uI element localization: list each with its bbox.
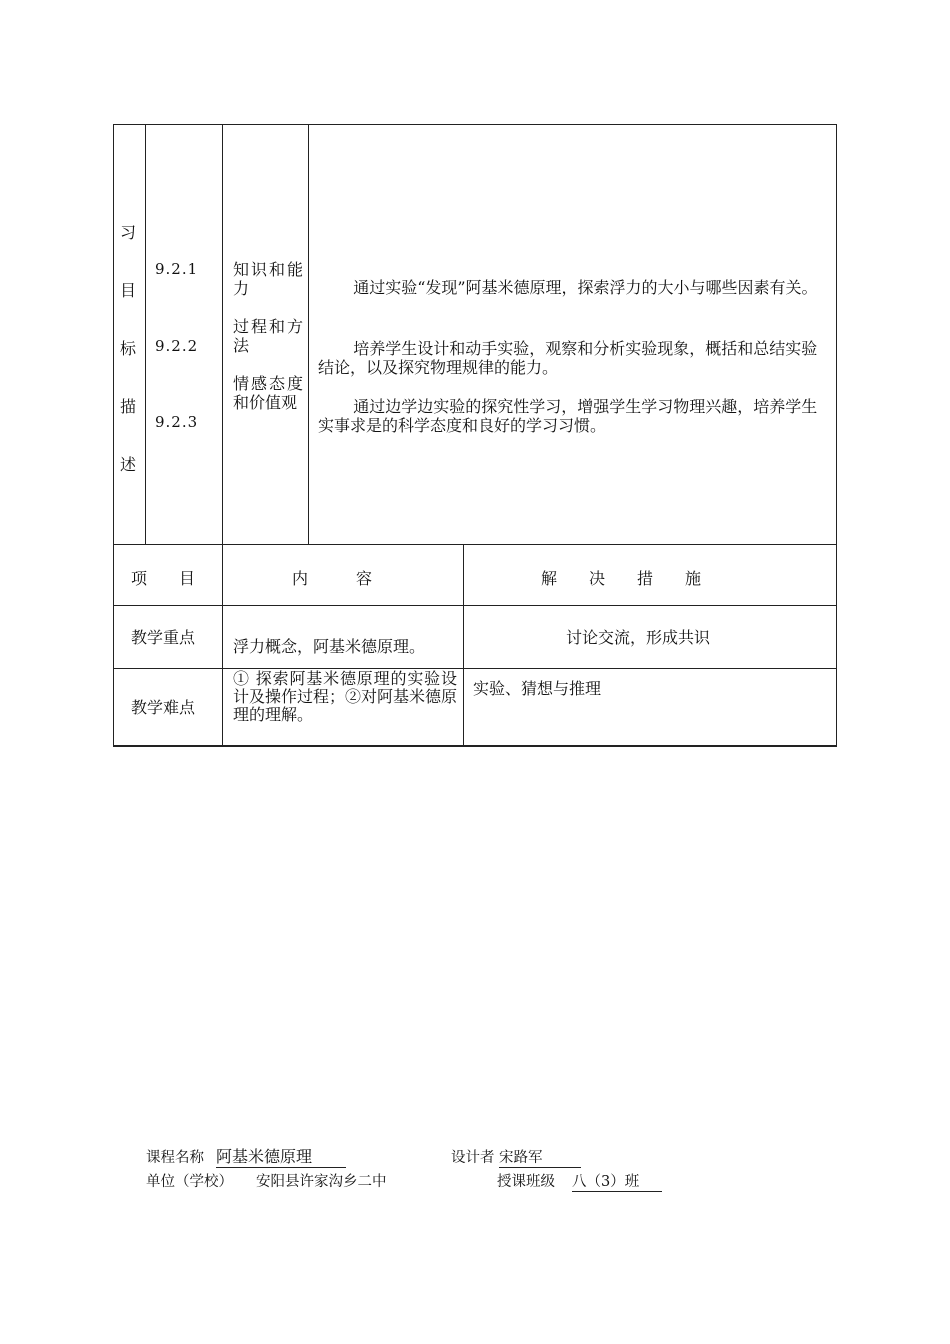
header-measures: 解 决 措 施 bbox=[541, 569, 702, 588]
designer-label: 设计者 bbox=[451, 1150, 495, 1166]
header-item: 项 目 bbox=[131, 569, 196, 588]
header-content: 内 容 bbox=[292, 569, 373, 588]
side-label-char: 描 bbox=[120, 397, 137, 416]
course-name-label: 课程名称 bbox=[146, 1150, 204, 1166]
side-label-char: 述 bbox=[120, 455, 137, 474]
side-label-char: 目 bbox=[120, 281, 137, 300]
unit-value: 安阳县许家沟乡二中 bbox=[256, 1174, 387, 1190]
difficulty-content: ① 探索阿基米德原理的实验设计及操作过程；②对阿基米德原理的理解。 bbox=[233, 669, 458, 724]
class-label: 授课班级 bbox=[497, 1174, 555, 1190]
key-point-label: 教学重点 bbox=[131, 628, 196, 647]
difficulty-label: 教学难点 bbox=[131, 698, 196, 717]
objective-description: 通过边学边实验的探究性学习，增强学生学习物理兴趣，培养学生实事求是的科学态度和良好的学习习惯。 bbox=[318, 397, 818, 435]
objective-description: 培养学生设计和动手实验，观察和分析实验现象，概括和总结实验结论，以及探究物理规律的能力。 bbox=[318, 339, 818, 377]
unit-label: 单位（学校） bbox=[146, 1174, 233, 1190]
designer-value: 宋路军 bbox=[499, 1146, 581, 1168]
side-label-char: 习 bbox=[120, 223, 137, 242]
objective-code: 9.2.3 bbox=[155, 413, 199, 431]
class-value: 八（3）班 bbox=[572, 1170, 662, 1192]
difficulty-measures: 实验、猜想与推理 bbox=[473, 679, 602, 698]
objective-description: 通过实验“发现”阿基米德原理，探索浮力的大小与哪些因素有关。 bbox=[353, 278, 818, 297]
objective-code: 9.2.1 bbox=[155, 260, 199, 278]
key-point-measures: 讨论交流，形成共识 bbox=[566, 628, 711, 647]
objective-category: 知识和能力 bbox=[233, 260, 303, 298]
objective-category: 过程和方法 bbox=[233, 317, 303, 355]
key-point-content: 浮力概念，阿基米德原理。 bbox=[233, 637, 426, 656]
side-label-char: 标 bbox=[120, 339, 137, 358]
course-name-value: 阿基米德原理 bbox=[216, 1144, 346, 1168]
objective-code: 9.2.2 bbox=[155, 337, 199, 355]
objective-category: 情感态度和价值观 bbox=[233, 374, 303, 412]
